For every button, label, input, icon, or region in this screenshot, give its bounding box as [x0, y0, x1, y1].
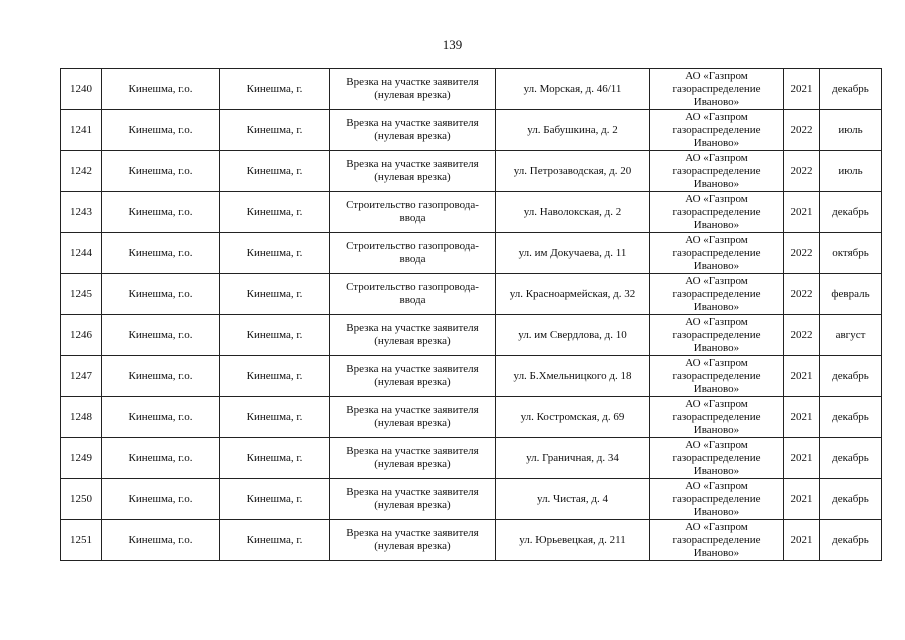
- organization-cell: [650, 520, 784, 561]
- work-type-cell: [330, 233, 496, 274]
- organization-line: Иваново»: [693, 177, 740, 190]
- organization-cell: [650, 110, 784, 151]
- address-cell: ул. Красноармейская, д. 32: [496, 274, 650, 315]
- month-cell: август: [820, 315, 882, 356]
- organization-line: Иваново»: [693, 464, 740, 477]
- month-cell: декабрь: [820, 438, 882, 479]
- month-cell: декабрь: [820, 520, 882, 561]
- organization-line: газораспределение: [672, 328, 761, 341]
- table-row: [61, 520, 882, 561]
- organization-cell: [650, 479, 784, 520]
- settlement-cell: Кинешма, г.: [220, 397, 330, 438]
- month-cell: декабрь: [820, 397, 882, 438]
- work-type-line: (нулевая врезка): [374, 540, 451, 552]
- month-cell: декабрь: [820, 69, 882, 110]
- organization-line: АО «Газпром: [685, 479, 748, 492]
- settlement-cell: Кинешма, г.: [220, 438, 330, 479]
- year-cell: 2022: [784, 315, 820, 356]
- organization-cell: [650, 192, 784, 233]
- work-type-line: (нулевая врезка): [374, 458, 451, 470]
- table-row: [61, 192, 882, 233]
- district-cell: Кинешма, г.о.: [102, 438, 220, 479]
- work-type-line: Врезка на участке заявителя: [346, 76, 479, 88]
- district-cell: Кинешма, г.о.: [102, 151, 220, 192]
- work-type-line: Врезка на участке заявителя: [346, 363, 479, 375]
- organization-line: АО «Газпром: [685, 233, 748, 246]
- month-cell: июль: [820, 110, 882, 151]
- work-type-cell: [330, 397, 496, 438]
- organization-line: газораспределение: [672, 246, 761, 259]
- address-cell: ул. Петрозаводская, д. 20: [496, 151, 650, 192]
- address-cell: ул. Морская, д. 46/11: [496, 69, 650, 110]
- organization-line: Иваново»: [693, 423, 740, 436]
- work-type-line: ввода: [399, 212, 426, 224]
- row-number-cell: 1250: [61, 479, 102, 520]
- table-row: [61, 151, 882, 192]
- organization-line: Иваново»: [693, 218, 740, 231]
- settlement-cell: Кинешма, г.: [220, 110, 330, 151]
- organization-line: АО «Газпром: [685, 397, 748, 410]
- work-type-line: Врезка на участке заявителя: [346, 322, 479, 334]
- district-cell: Кинешма, г.о.: [102, 520, 220, 561]
- year-cell: 2021: [784, 356, 820, 397]
- organization-line: АО «Газпром: [685, 69, 748, 82]
- organization-line: газораспределение: [672, 410, 761, 423]
- row-number-cell: 1244: [61, 233, 102, 274]
- work-type-line: Строительство газопровода-: [346, 199, 479, 211]
- settlement-cell: Кинешма, г.: [220, 69, 330, 110]
- organization-cell: [650, 233, 784, 274]
- work-type-cell: [330, 438, 496, 479]
- district-cell: Кинешма, г.о.: [102, 233, 220, 274]
- table-row: [61, 356, 882, 397]
- organization-cell: [650, 69, 784, 110]
- organization-cell: [650, 438, 784, 479]
- row-number-cell: 1245: [61, 274, 102, 315]
- organization-line: АО «Газпром: [685, 315, 748, 328]
- settlement-cell: Кинешма, г.: [220, 151, 330, 192]
- month-cell: октябрь: [820, 233, 882, 274]
- row-number-cell: 1241: [61, 110, 102, 151]
- organization-line: газораспределение: [672, 123, 761, 136]
- work-type-line: (нулевая врезка): [374, 376, 451, 388]
- work-type-line: Строительство газопровода-: [346, 281, 479, 293]
- work-type-cell: [330, 151, 496, 192]
- settlement-cell: Кинешма, г.: [220, 479, 330, 520]
- organization-cell: [650, 356, 784, 397]
- year-cell: 2022: [784, 274, 820, 315]
- organization-line: газораспределение: [672, 287, 761, 300]
- work-type-line: (нулевая врезка): [374, 417, 451, 429]
- work-type-cell: [330, 520, 496, 561]
- district-cell: Кинешма, г.о.: [102, 110, 220, 151]
- year-cell: 2021: [784, 479, 820, 520]
- organization-line: АО «Газпром: [685, 110, 748, 123]
- organization-cell: [650, 274, 784, 315]
- row-number-cell: 1248: [61, 397, 102, 438]
- year-cell: 2021: [784, 69, 820, 110]
- settlement-cell: Кинешма, г.: [220, 192, 330, 233]
- row-number-cell: 1242: [61, 151, 102, 192]
- address-cell: ул. им Свердлова, д. 10: [496, 315, 650, 356]
- year-cell: 2021: [784, 397, 820, 438]
- work-type-cell: [330, 356, 496, 397]
- work-type-line: Врезка на участке заявителя: [346, 486, 479, 498]
- address-cell: ул. Костромская, д. 69: [496, 397, 650, 438]
- organization-line: Иваново»: [693, 382, 740, 395]
- organization-line: Иваново»: [693, 341, 740, 354]
- organization-line: АО «Газпром: [685, 520, 748, 533]
- organization-line: Иваново»: [693, 546, 740, 559]
- organization-line: Иваново»: [693, 505, 740, 518]
- row-number-cell: 1249: [61, 438, 102, 479]
- work-type-line: Врезка на участке заявителя: [346, 404, 479, 416]
- district-cell: Кинешма, г.о.: [102, 274, 220, 315]
- work-type-cell: [330, 110, 496, 151]
- organization-line: АО «Газпром: [685, 192, 748, 205]
- organization-line: газораспределение: [672, 533, 761, 546]
- work-type-line: Врезка на участке заявителя: [346, 117, 479, 129]
- month-cell: декабрь: [820, 356, 882, 397]
- month-cell: февраль: [820, 274, 882, 315]
- address-cell: ул. Бабушкина, д. 2: [496, 110, 650, 151]
- month-cell: декабрь: [820, 479, 882, 520]
- work-type-line: (нулевая врезка): [374, 335, 451, 347]
- work-type-line: (нулевая врезка): [374, 171, 451, 183]
- work-type-cell: [330, 479, 496, 520]
- work-type-cell: [330, 192, 496, 233]
- organization-line: Иваново»: [693, 259, 740, 272]
- row-number-cell: 1251: [61, 520, 102, 561]
- table-row: [61, 438, 882, 479]
- year-cell: 2022: [784, 151, 820, 192]
- work-type-line: Врезка на участке заявителя: [346, 527, 479, 539]
- work-type-line: ввода: [399, 253, 426, 265]
- year-cell: 2022: [784, 233, 820, 274]
- work-type-cell: [330, 69, 496, 110]
- month-cell: июль: [820, 151, 882, 192]
- settlement-cell: Кинешма, г.: [220, 356, 330, 397]
- work-type-line: (нулевая врезка): [374, 499, 451, 511]
- page-number: 139: [442, 37, 463, 52]
- organization-line: АО «Газпром: [685, 356, 748, 369]
- address-cell: ул. им Докучаева, д. 11: [496, 233, 650, 274]
- table-row: [61, 397, 882, 438]
- organization-line: газораспределение: [672, 451, 761, 464]
- district-cell: Кинешма, г.о.: [102, 397, 220, 438]
- organization-line: газораспределение: [672, 164, 761, 177]
- table-row: [61, 233, 882, 274]
- gasification-table: [60, 68, 882, 561]
- organization-line: АО «Газпром: [685, 438, 748, 451]
- settlement-cell: Кинешма, г.: [220, 233, 330, 274]
- row-number-cell: 1246: [61, 315, 102, 356]
- organization-line: газораспределение: [672, 82, 761, 95]
- settlement-cell: Кинешма, г.: [220, 274, 330, 315]
- address-cell: ул. Наволокская, д. 2: [496, 192, 650, 233]
- organization-line: Иваново»: [693, 136, 740, 149]
- organization-cell: [650, 315, 784, 356]
- table-row: [61, 315, 882, 356]
- address-cell: ул. Чистая, д. 4: [496, 479, 650, 520]
- row-number-cell: 1240: [61, 69, 102, 110]
- district-cell: Кинешма, г.о.: [102, 192, 220, 233]
- work-type-line: (нулевая врезка): [374, 89, 451, 101]
- district-cell: Кинешма, г.о.: [102, 69, 220, 110]
- table-row: [61, 274, 882, 315]
- work-type-line: ввода: [399, 294, 426, 306]
- organization-line: газораспределение: [672, 369, 761, 382]
- organization-line: Иваново»: [693, 300, 740, 313]
- organization-line: АО «Газпром: [685, 274, 748, 287]
- address-cell: ул. Б.Хмельницкого д. 18: [496, 356, 650, 397]
- work-type-line: Врезка на участке заявителя: [346, 158, 479, 170]
- district-cell: Кинешма, г.о.: [102, 356, 220, 397]
- work-type-line: (нулевая врезка): [374, 130, 451, 142]
- table-row: [61, 479, 882, 520]
- district-cell: Кинешма, г.о.: [102, 479, 220, 520]
- year-cell: 2021: [784, 520, 820, 561]
- year-cell: 2022: [784, 110, 820, 151]
- organization-line: газораспределение: [672, 492, 761, 505]
- year-cell: 2021: [784, 438, 820, 479]
- year-cell: 2021: [784, 192, 820, 233]
- table-row: [61, 69, 882, 110]
- organization-cell: [650, 151, 784, 192]
- row-number-cell: 1243: [61, 192, 102, 233]
- table-body: [61, 69, 882, 561]
- settlement-cell: Кинешма, г.: [220, 520, 330, 561]
- organization-cell: [650, 397, 784, 438]
- organization-line: АО «Газпром: [685, 151, 748, 164]
- address-cell: ул. Граничная, д. 34: [496, 438, 650, 479]
- month-cell: декабрь: [820, 192, 882, 233]
- work-type-line: Строительство газопровода-: [346, 240, 479, 252]
- district-cell: Кинешма, г.о.: [102, 315, 220, 356]
- table-row: [61, 110, 882, 151]
- work-type-cell: [330, 274, 496, 315]
- row-number-cell: 1247: [61, 356, 102, 397]
- organization-line: газораспределение: [672, 205, 761, 218]
- work-type-cell: [330, 315, 496, 356]
- work-type-line: Врезка на участке заявителя: [346, 445, 479, 457]
- address-cell: ул. Юрьевецкая, д. 211: [496, 520, 650, 561]
- settlement-cell: Кинешма, г.: [220, 315, 330, 356]
- organization-line: Иваново»: [693, 95, 740, 108]
